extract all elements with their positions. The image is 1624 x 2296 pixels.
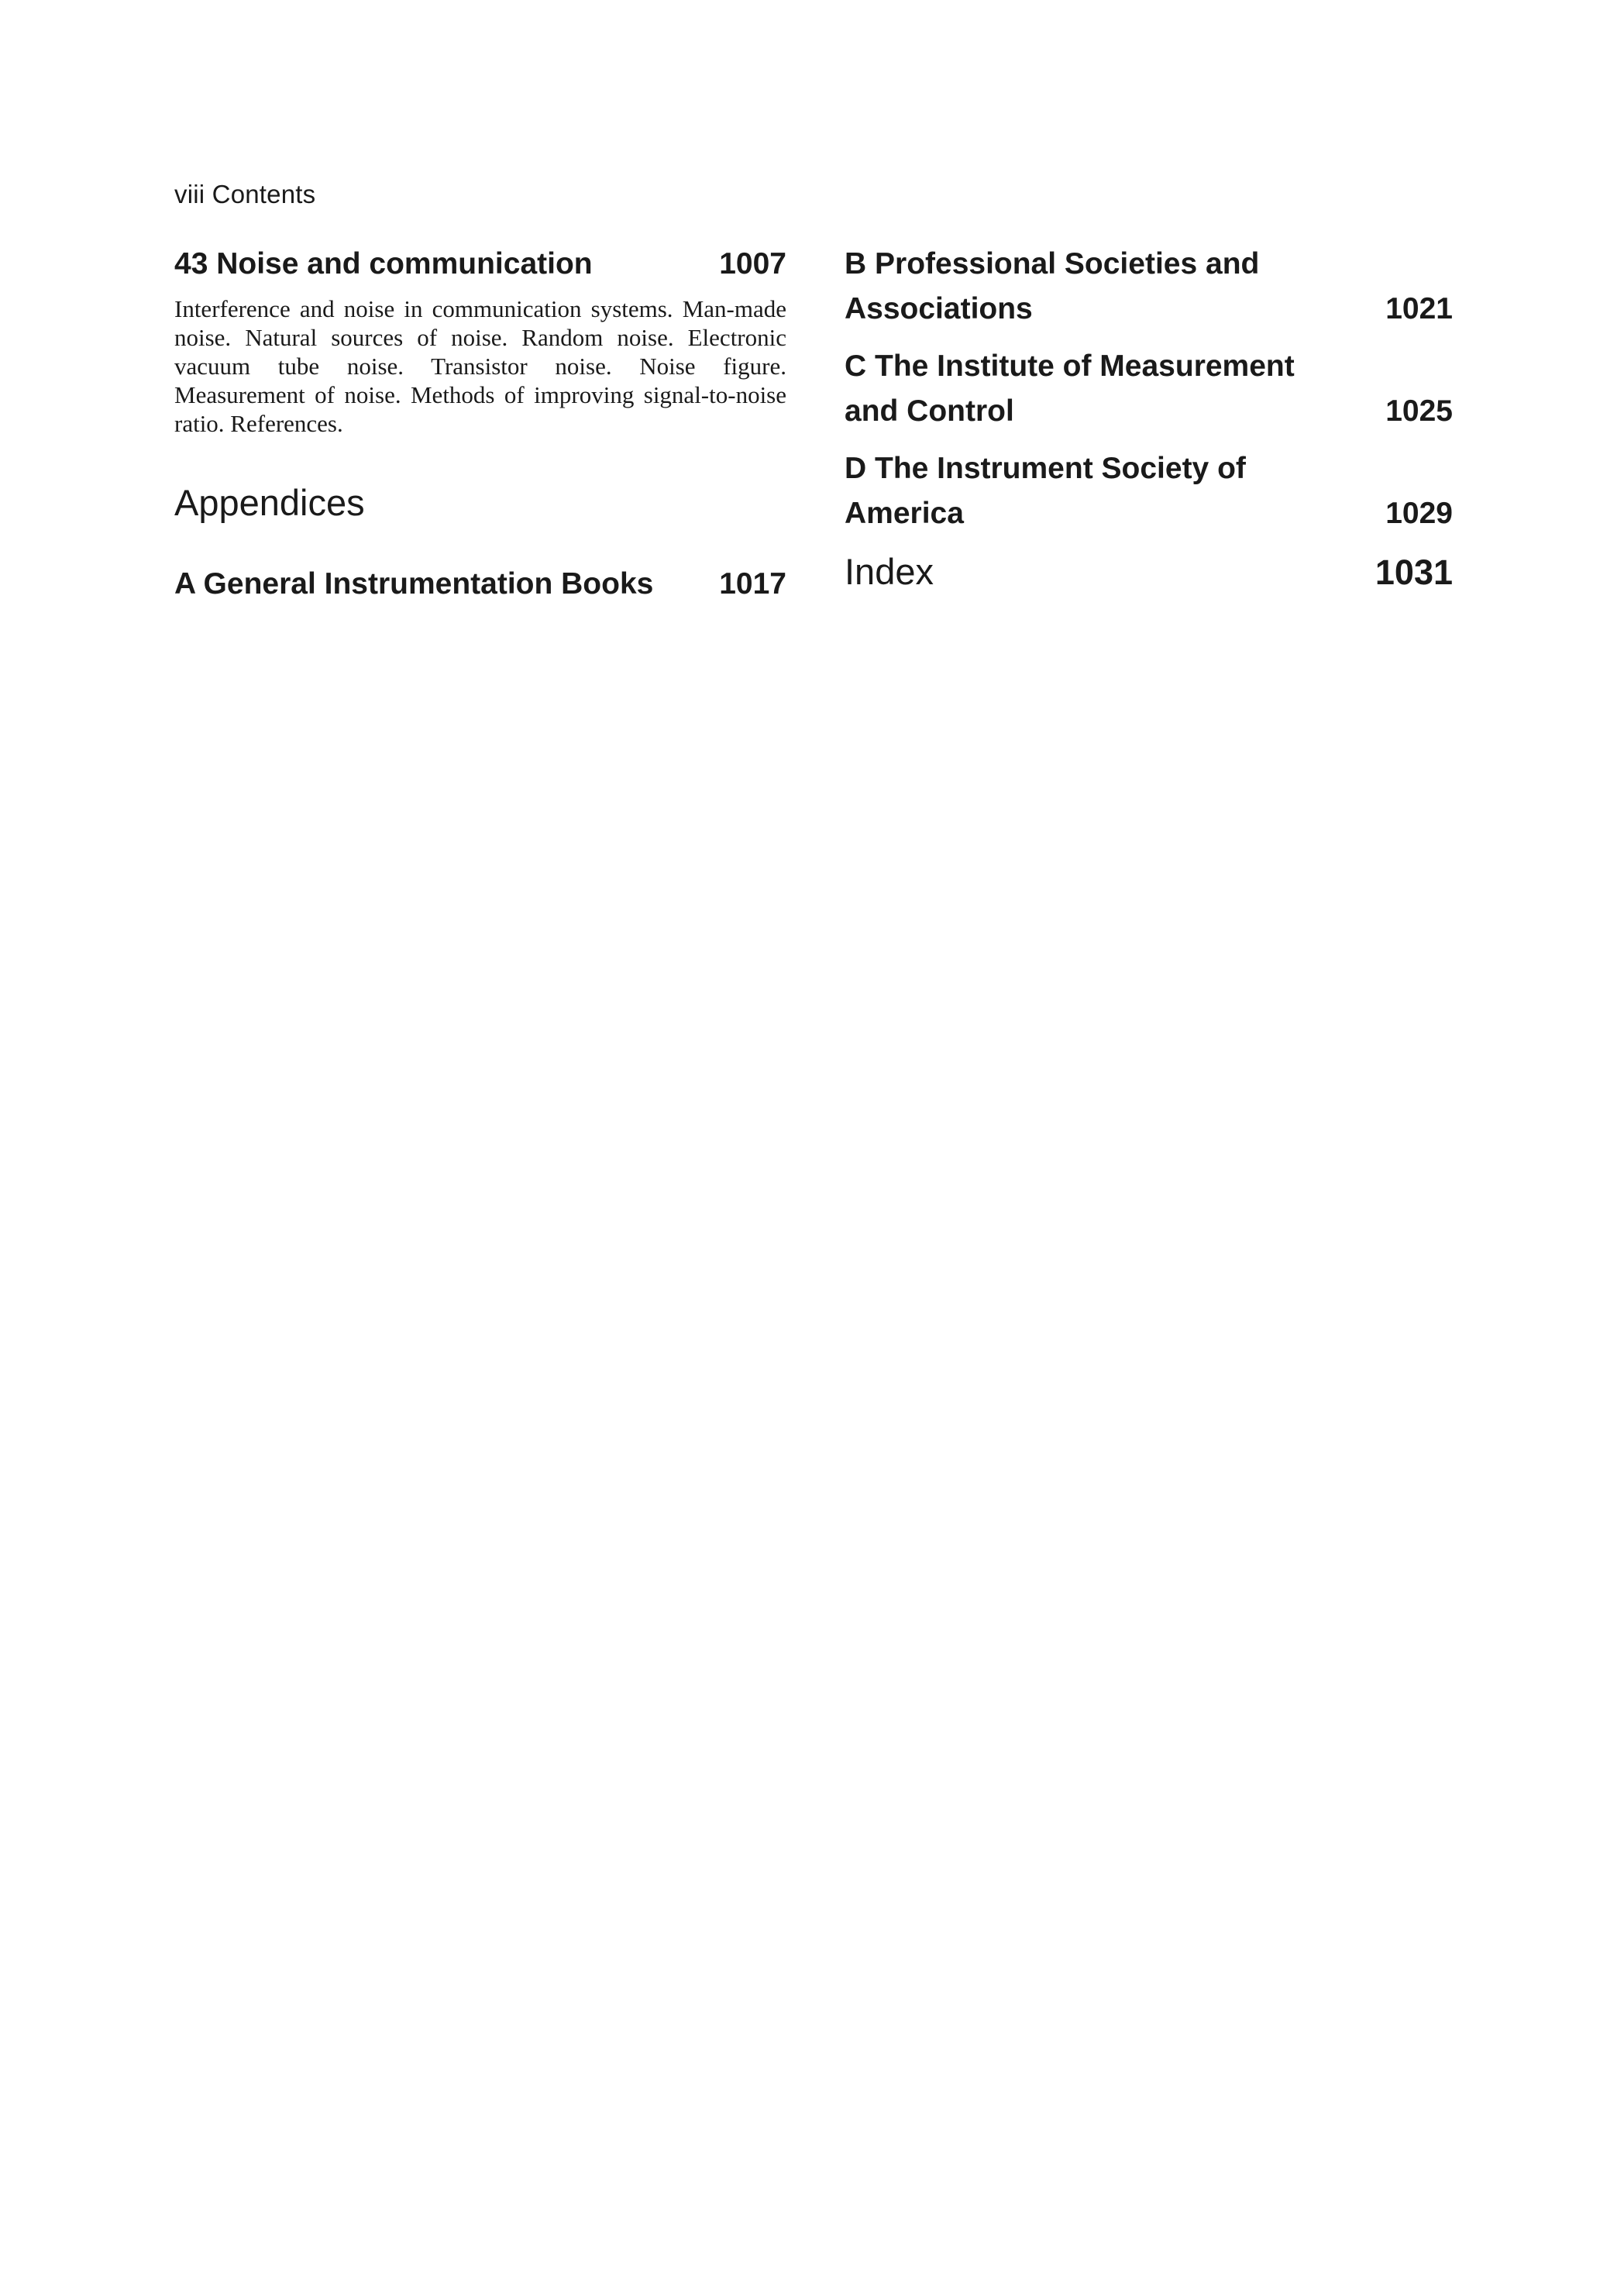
appendix-entry-a[interactable] [174, 562, 786, 607]
appendix-b-title-line2: Associations [845, 292, 1033, 325]
appendix-entry-b[interactable] [845, 242, 1453, 332]
chapter-entry[interactable] [174, 242, 786, 287]
appendix-d-title-line2: America [845, 497, 964, 530]
appendix-d-title-line1: D The Instrument Society of [845, 452, 1246, 485]
appendix-entry-d[interactable] [845, 446, 1453, 536]
index-entry[interactable] [845, 549, 1453, 596]
appendix-c-title-line1: C The Institute of Measurement [845, 349, 1295, 383]
appendix-c-page-number: 1025 [1385, 394, 1453, 428]
appendix-d-page-number: 1029 [1385, 497, 1453, 530]
running-head: viii Contents [174, 180, 316, 208]
chapter-page-number: 1007 [719, 247, 786, 281]
appendix-a-page-number: 1017 [719, 567, 786, 601]
index-page-number: 1031 [1375, 552, 1453, 592]
contents-right-column [845, 242, 1453, 596]
contents-left-column [174, 242, 786, 607]
appendix-b-page-number: 1021 [1385, 292, 1453, 325]
chapter-title: 43 Noise and communication [174, 247, 593, 281]
appendix-b-title-line1: B Professional Societies and [845, 247, 1260, 281]
appendices-heading: Appendices [174, 482, 365, 523]
index-label: Index [845, 551, 934, 592]
appendix-c-title-line2: and Control [845, 394, 1014, 428]
appendix-entry-c[interactable] [845, 344, 1453, 434]
chapter-summary: Interference and noise in communication systems. Man-made noise. Natural sources of noise. Random noise. Electronic vacuum tube noise. Transistor noise. Noise figure. Measurement of noise. Methods of improving signal-to-noise ratio. References. [174, 295, 786, 437]
appendix-a-title: A General Instrumentation Books [174, 567, 654, 601]
